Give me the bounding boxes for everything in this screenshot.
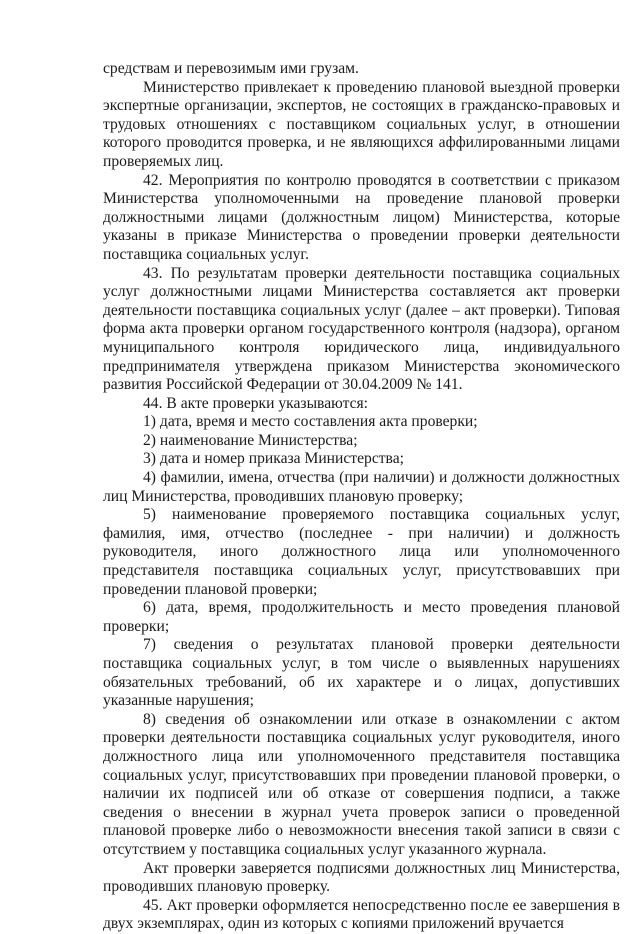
- list-item-2: 2) наименование Министерства;: [143, 431, 358, 449]
- list-item-3: 3) дата и номер приказа Министерства;: [143, 450, 404, 468]
- paragraph-act-signatures: Акт проверки заверяется подписями должностных лиц Министерства, проводивших плановую проверку.: [103, 859, 620, 896]
- list-item-8: 8) сведения об ознакомлении или отказе в ознакомлении с актом проверки деятельности поставщика социальных услуг руководителя, иного должностного лица или уполномоченного представителя поставщика социальных услуг, присутствовавших при проведении плановой проверки, о наличии их подписей или об отказе от совершения подписи, а также сведения о внесении в журнал учета проверок записи о проведенной плановой проверке либо о невозможности внесения такой записи в связи с отсутствием у поставщика социальных услуг указанного журнала.: [103, 710, 620, 858]
- document-body: [103, 60, 620, 934]
- paragraph-42: 42. Мероприятия по контролю проводятся в соответствии с приказом Министерства уполномоченными на проведение плановой проверки должностными лицами (должностным лицом) Министерства, которые указаны в приказе Министерства о проведении проверки деятельности поставщика социальных услуг.: [103, 171, 620, 263]
- list-item-1: 1) дата, время и место составления акта проверки;: [143, 413, 478, 431]
- paragraph-43: 43. По результатам проверки деятельности поставщика социальных услуг должностными лицами Министерства составляется акт проверки деятельности поставщика социальных услуг (далее – акт проверки). Типовая форма акта проверки органом государственного контроля (надзора), органом муниципального контроля юридического лица, индивидуального предпринимателя утверждена приказом Министерства экономического развития Российской Федерации от 30.04.2009 № 141.: [103, 264, 620, 394]
- paragraph-44: 44. В акте проверки указываются:: [143, 394, 369, 412]
- paragraph-45: 45. Акт проверки оформляется непосредственно после ее завершения в двух экземплярах, один из которых с копиями приложений вручается: [103, 896, 620, 933]
- list-item-4: 4) фамилии, имена, отчества (при наличии) и должности должностных лиц Министерства, проводивших плановую проверку;: [103, 469, 620, 505]
- list-item-7: 7) сведения о результатах плановой проверки деятельности поставщика социальных услуг, в том числе о выявленных нарушениях обязательных требований, об их характере и о лицах, допустивших указанные нарушения;: [103, 636, 620, 710]
- list-item-6: 6) дата, время, продолжительность и место проведения плановой проверки;: [103, 599, 620, 635]
- paragraph-continuation: средствам и перевозимым ими грузам.: [103, 60, 359, 77]
- list-item-5: 5) наименование проверяемого поставщика социальных услуг, фамилия, имя, отчество (последнее - при наличии) и должность руководителя, иного должностного лица или уполномоченного представителя поставщика социальных услуг, присутствовавших при проведении плановой проверки;: [103, 506, 620, 598]
- paragraph-experts: Министерство привлекает к проведению плановой выездной проверки экспертные организации, экспертов, не состоящих в гражданско-правовых и трудовых отношениях с поставщиком социальных услуг, в отношении которого проводится проверка, и не являющихся аффилированными лицами проверяемых лиц.: [103, 78, 620, 170]
